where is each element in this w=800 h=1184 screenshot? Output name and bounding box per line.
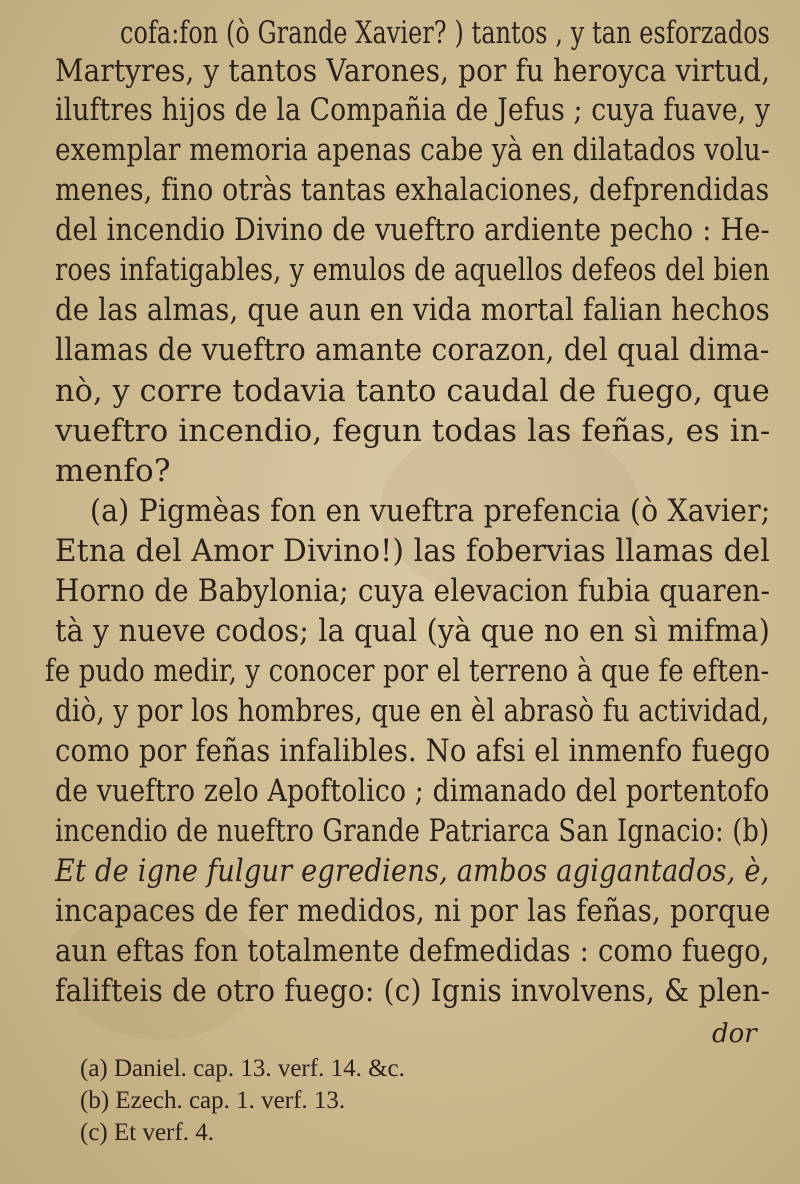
text-line: tà y nueve codos; la qual (yà que no en sì mifma) [55, 613, 771, 649]
text-line: fe pudo medir, y conocer por el terreno à que fe eften- [45, 653, 770, 689]
text-line: falifteis de otro fuego: (c) Ignis involvens, & plen- [55, 973, 771, 1009]
text-line: del incendio Divino de vueftro ardiente pecho : He- [55, 212, 770, 248]
text-line: Horno de Babylonia; cuya elevacion fubia quaren- [55, 573, 771, 609]
text-line: aun eftas fon totalmente defmedidas : como fuego, [55, 933, 770, 969]
text-line: exemplar memoria apenas cabe yà en dilatados volu- [55, 132, 770, 168]
footnote: (a) Daniel. cap. 13. verf. 14. &c. [80, 1055, 405, 1082]
text-line: Etna del Amor Divino!) las fobervias llamas del [55, 533, 770, 569]
text-line: Et de igne fulgur egrediens, ambos agigantados, è, [55, 853, 770, 889]
footnote: (b) Ezech. cap. 1. verf. 13. [80, 1087, 346, 1114]
text-line: Martyres, y tantos Varones, por fu heroyca virtud, [55, 53, 771, 89]
text-line: de vueftro zelo Apoftolico ; dimanado del portentofo [55, 773, 770, 809]
text-line: nò, y corre todavia tanto caudal de fuego, que [55, 373, 770, 409]
text-line: vueftro incendio, fegun todas las feñas, es in- [55, 413, 771, 449]
text-line: (a) Pigmèas fon en vueftra prefencia (ò Xavier; [90, 493, 771, 529]
text-line: roes infatigables, y emulos de aquellos defeos del bien [55, 252, 770, 288]
text-line: como por feñas infalibles. No afsi el inmenfo fuego [55, 733, 771, 769]
text-line: menfo? [55, 453, 171, 489]
text-line: cofa:fon (ò Grande Xavier? ) tantos , y tan esforzados [120, 15, 771, 51]
footnote: (c) Et verf. 4. [80, 1119, 214, 1146]
text-line: iluftres hijos de la Compañia de Jefus ; cuya fuave, y [55, 92, 771, 128]
text-line: incendio de nueftro Grande Patriarca San Ignacio: (b) [55, 813, 770, 849]
text-line: diò, y por los hombres, que en èl abrasò fu actividad, [55, 693, 770, 729]
text-line: incapaces de fer medidos, ni por las feñas, porque [55, 893, 771, 929]
text-line: de las almas, que aun en vida mortal falian hechos [55, 292, 770, 328]
text-line: menes, fino otràs tantas exhalaciones, defprendidas [55, 172, 770, 208]
text-line: llamas de vueftro amante corazon, del qual dima- [55, 332, 770, 368]
catchword: dor [712, 1019, 757, 1049]
